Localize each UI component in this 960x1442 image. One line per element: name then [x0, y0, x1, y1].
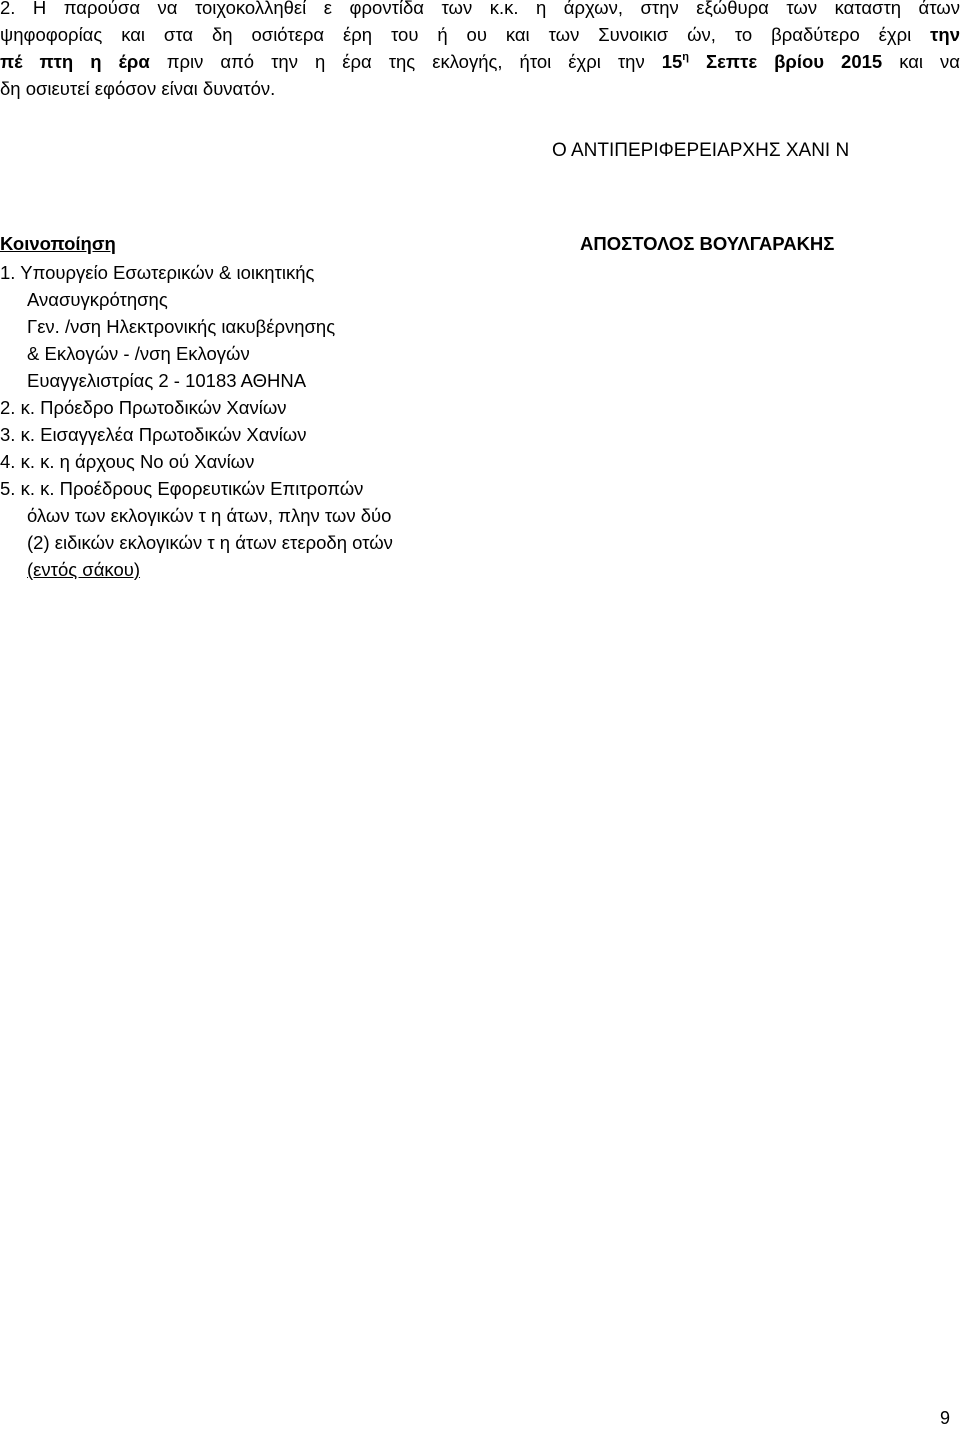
cc-list-item: Γεν. /νση Ηλεκτρονικής ιακυβέρνησης — [27, 316, 336, 337]
paragraph-line-2: ψηφοφορίας και στα δη οσιότερα έρη του ή ου και των Συνοικισ ών, το βραδύτερο έχρι την — [0, 24, 960, 45]
paragraph-line-4: δη οσιευτεί εφόσον είναι δυνατόν. — [0, 78, 276, 99]
cc-list-item: (εντός σάκου) — [27, 559, 141, 580]
cc-list-item: 1. Υπουργείο Εσωτερικών & ιοικητικής — [0, 262, 315, 283]
bold-text: την — [930, 24, 960, 45]
page-number: 9 — [939, 1408, 950, 1428]
instruction-paragraph — [0, 0, 960, 102]
cc-list-item: 5. κ. κ. Προέδρους Εφορευτικών Επιτροπών — [0, 478, 364, 499]
cc-list-item: 3. κ. Εισαγγελέα Πρωτοδικών Χανίων — [0, 424, 307, 445]
cc-list — [0, 259, 393, 583]
paragraph-line-1: 2. Η παρούσα να τοιχοκολληθεί ε φροντίδα των κ.κ. η άρχων, στην εξώθυρα των καταστη άτων — [0, 0, 960, 18]
deadline-date: $15^\eta$ Σεπτε βρίου 2015 — [661, 50, 883, 72]
cc-heading: Κοινοποίηση — [0, 233, 116, 254]
cc-list-item: Ανασυγκρότησης — [27, 289, 168, 310]
cc-list-item: Ευαγγελιστρίας 2 - 10183 ΑΘΗΝΑ — [27, 370, 307, 391]
paragraph-line-3: πέ πτη η έρα πριν από την η έρα της εκλογής, ήτοι έχρι την $15^\eta$ Σεπτε βρίου 2015 και να — [0, 50, 960, 72]
cc-list-item: 2. κ. Πρόεδρο Πρωτοδικών Χανίων — [0, 397, 287, 418]
signer-name: ΑΠΟΣΤΟΛΟΣ ΒΟΥΛΓΑΡΑΚΗΣ — [580, 233, 835, 254]
bold-text: πέ πτη η έρα — [0, 51, 150, 72]
cc-list-item: (2) ειδικών εκλογικών τ η άτων ετεροδη οτών — [27, 532, 393, 553]
signer-title: Ο ΑΝΤΙΠΕΡΙΦΕΡΕΙΑΡΧΗΣ ΧΑΝΙ Ν — [552, 140, 850, 161]
cc-list-item: & Εκλογών - /νση Εκλογών — [27, 343, 250, 364]
cc-list-item: όλων των εκλογικών τ η άτων, πλην των δύο — [27, 505, 392, 526]
cc-list-item: 4. κ. κ. η άρχους Νο ού Χανίων — [0, 451, 255, 472]
